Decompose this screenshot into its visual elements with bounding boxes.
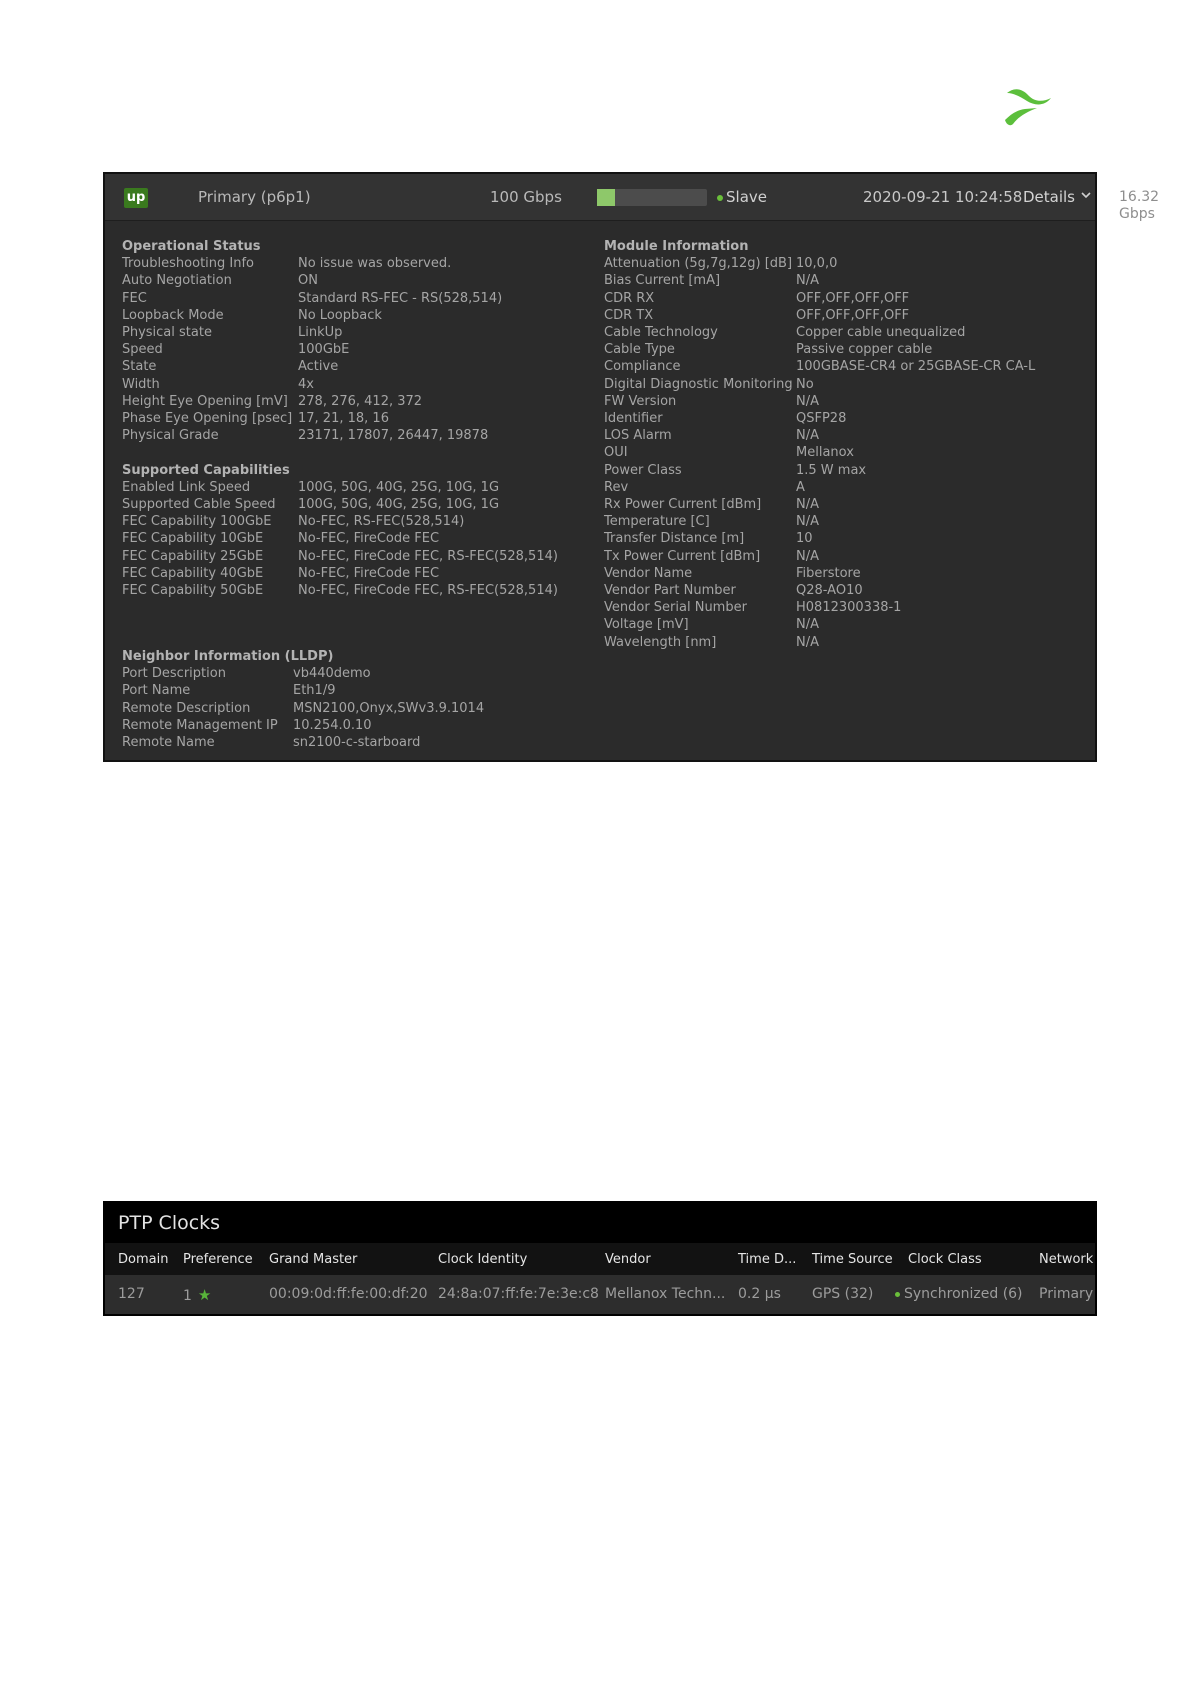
field-value: sn2100-c-starboard bbox=[293, 735, 421, 751]
field-value: 10,0,0 bbox=[796, 256, 838, 272]
kv-row bbox=[604, 255, 1035, 272]
field-label: Physical Grade bbox=[122, 428, 219, 444]
field-label: FEC Capability 100GbE bbox=[122, 514, 272, 530]
field-value: Q28-AO10 bbox=[796, 583, 863, 599]
field-label: Height Eye Opening [mV] bbox=[122, 393, 288, 409]
sync-status-dot bbox=[895, 1292, 900, 1297]
field-label: Identifier bbox=[604, 411, 663, 427]
cell-time-diff: 0.2 µs bbox=[738, 1286, 781, 1302]
kv-row bbox=[122, 410, 558, 427]
field-label: State bbox=[122, 359, 157, 375]
kv-row bbox=[122, 565, 558, 582]
field-label: Transfer Distance [m] bbox=[604, 531, 745, 547]
kv-row bbox=[604, 410, 1035, 427]
kv-row bbox=[604, 393, 1035, 410]
field-value: 100GBASE-CR4 or 25GBASE-CR CA-L bbox=[796, 359, 1036, 375]
field-value: ON bbox=[298, 273, 318, 289]
field-value: N/A bbox=[796, 548, 819, 564]
field-label: Remote Management IP bbox=[122, 717, 278, 733]
column-header-vendor[interactable]: Vendor bbox=[605, 1252, 651, 1267]
field-value: N/A bbox=[796, 497, 819, 513]
details-button[interactable]: Details bbox=[1023, 188, 1076, 206]
table-title: PTP Clocks bbox=[118, 1212, 221, 1234]
field-label: FW Version bbox=[604, 393, 677, 409]
field-value: H0812300338-1 bbox=[796, 600, 902, 616]
chevron-down-icon[interactable] bbox=[1081, 190, 1091, 200]
field-label: Wavelength [nm] bbox=[604, 634, 717, 650]
field-label: Remote Description bbox=[122, 700, 251, 716]
kv-row bbox=[604, 599, 1035, 616]
column-header-grand-master[interactable]: Grand Master bbox=[269, 1252, 358, 1267]
column-header-domain[interactable]: Domain bbox=[118, 1252, 169, 1267]
kv-row bbox=[122, 290, 558, 307]
field-value: No-FEC, FireCode FEC bbox=[298, 565, 440, 581]
role-status-dot bbox=[717, 195, 723, 201]
kv-row bbox=[122, 307, 558, 324]
field-label: Troubleshooting Info bbox=[122, 256, 254, 272]
ptp-role: Slave bbox=[726, 188, 767, 206]
status-badge: up bbox=[124, 188, 148, 208]
interface-speed: 100 Gbps bbox=[490, 188, 562, 206]
field-label: Port Description bbox=[122, 666, 226, 682]
kv-row bbox=[604, 307, 1035, 324]
field-value: 10.254.0.10 bbox=[293, 717, 372, 733]
kv-row bbox=[122, 717, 484, 734]
field-value: 4x bbox=[298, 376, 314, 392]
kv-row bbox=[604, 479, 1035, 496]
field-value: No-FEC, FireCode FEC bbox=[298, 531, 440, 547]
field-value: No bbox=[796, 376, 814, 392]
cell-network: Primary bbox=[1039, 1286, 1094, 1302]
field-label: Tx Power Current [dBm] bbox=[604, 548, 761, 564]
field-label: Attenuation (5g,7g,12g) [dB] bbox=[604, 256, 793, 272]
kv-row bbox=[604, 565, 1035, 582]
kv-row bbox=[604, 427, 1035, 444]
kv-row bbox=[122, 548, 558, 565]
field-value: QSFP28 bbox=[796, 411, 847, 427]
kv-row bbox=[122, 341, 558, 358]
field-label: Physical state bbox=[122, 325, 212, 341]
field-label: Cable Type bbox=[604, 342, 675, 358]
field-label: FEC bbox=[122, 290, 147, 306]
cell-grand-master: 00:09:0d:ff:fe:00:df:20 bbox=[269, 1286, 428, 1302]
interface-panel bbox=[103, 172, 1160, 762]
field-value: N/A bbox=[796, 273, 819, 289]
field-value: vb440demo bbox=[293, 666, 371, 682]
table-row[interactable] bbox=[105, 1275, 1095, 1314]
kv-row bbox=[604, 462, 1035, 479]
kv-row bbox=[122, 358, 558, 375]
kv-row bbox=[122, 665, 484, 682]
kv-row bbox=[122, 496, 558, 513]
field-value: Mellanox bbox=[796, 445, 854, 461]
field-value: N/A bbox=[796, 634, 819, 650]
kv-row bbox=[604, 548, 1035, 565]
field-value: 100GbE bbox=[298, 342, 350, 358]
clock-class-value: Synchronized (6) bbox=[904, 1286, 1023, 1302]
field-value: N/A bbox=[796, 514, 819, 530]
cell-preference bbox=[183, 1286, 211, 1304]
field-label: FEC Capability 10GbE bbox=[122, 531, 264, 547]
field-value: No-FEC, RS-FEC(528,514) bbox=[298, 514, 465, 530]
field-value: No-FEC, FireCode FEC, RS-FEC(528,514) bbox=[298, 548, 558, 564]
company-logo-icon bbox=[1003, 84, 1053, 130]
kv-row bbox=[122, 376, 558, 393]
neighbor-information-section bbox=[122, 648, 484, 751]
column-header-network[interactable]: Network bbox=[1039, 1252, 1094, 1267]
field-value: OFF,OFF,OFF,OFF bbox=[796, 290, 910, 306]
kv-row bbox=[122, 513, 558, 530]
column-header-time-source[interactable]: Time Source bbox=[812, 1252, 893, 1267]
section-title: Supported Capabilities bbox=[122, 462, 290, 478]
field-label: CDR RX bbox=[604, 290, 655, 306]
kv-row bbox=[604, 376, 1035, 393]
cell-clock-class bbox=[895, 1286, 1023, 1302]
kv-row bbox=[122, 324, 558, 341]
field-value: Passive copper cable bbox=[796, 342, 933, 358]
field-label: Compliance bbox=[604, 359, 681, 375]
kv-row bbox=[604, 496, 1035, 513]
field-value: Eth1/9 bbox=[293, 683, 336, 699]
cell-clock-identity: 24:8a:07:ff:fe:7e:3e:c8 bbox=[438, 1286, 599, 1302]
field-label: Vendor Part Number bbox=[604, 583, 736, 599]
preference-value: 1 bbox=[183, 1288, 192, 1304]
field-value: A bbox=[796, 479, 805, 495]
cell-time-source: GPS (32) bbox=[812, 1286, 874, 1302]
column-header-time-diff[interactable]: Time D... bbox=[738, 1252, 797, 1267]
field-label: Port Name bbox=[122, 683, 191, 699]
table-header bbox=[105, 1243, 1095, 1275]
kv-row bbox=[604, 272, 1035, 289]
field-label: Enabled Link Speed bbox=[122, 479, 251, 495]
interface-name: Primary (p6p1) bbox=[198, 188, 311, 206]
field-label: Rx Power Current [dBm] bbox=[604, 497, 762, 513]
field-value: 10 bbox=[796, 531, 813, 547]
field-label: Cable Technology bbox=[604, 325, 718, 341]
field-label: Width bbox=[122, 376, 160, 392]
field-value: Copper cable unequalized bbox=[796, 325, 966, 341]
field-value: 100G, 50G, 40G, 25G, 10G, 1G bbox=[298, 479, 500, 495]
column-header-clock-identity[interactable]: Clock Identity bbox=[438, 1252, 528, 1267]
field-label: Remote Name bbox=[122, 735, 215, 751]
kv-row bbox=[604, 582, 1035, 599]
timestamp: 2020-09-21 10:24:58 bbox=[863, 188, 1023, 206]
cell-domain: 127 bbox=[118, 1286, 145, 1302]
kv-row bbox=[122, 734, 484, 751]
kv-row bbox=[122, 682, 484, 699]
module-information-section bbox=[604, 238, 1035, 651]
kv-row bbox=[122, 479, 558, 496]
field-value: 100G, 50G, 40G, 25G, 10G, 1G bbox=[298, 497, 500, 513]
field-value: 278, 276, 412, 372 bbox=[298, 393, 423, 409]
field-value: No issue was observed. bbox=[298, 256, 452, 272]
field-value: 23171, 17807, 26447, 19878 bbox=[298, 428, 489, 444]
kv-row bbox=[604, 634, 1035, 651]
field-label: Phase Eye Opening [psec] bbox=[122, 411, 293, 427]
field-label: FEC Capability 50GbE bbox=[122, 583, 264, 599]
field-label: Speed bbox=[122, 342, 163, 358]
field-label: Temperature [C] bbox=[604, 514, 710, 530]
kv-row bbox=[604, 616, 1035, 633]
field-label: Loopback Mode bbox=[122, 307, 224, 323]
kv-row bbox=[122, 700, 484, 717]
ptp-clocks-table bbox=[103, 1201, 1097, 1316]
field-value: Active bbox=[298, 359, 339, 375]
kv-row bbox=[122, 272, 558, 289]
column-header-preference[interactable]: Preference bbox=[183, 1252, 253, 1267]
field-value: Fiberstore bbox=[796, 565, 861, 581]
section-title: Module Information bbox=[604, 239, 749, 254]
field-label: Vendor Serial Number bbox=[604, 600, 747, 616]
field-value: MSN2100,Onyx,SWv3.9.1014 bbox=[293, 700, 485, 716]
kv-row bbox=[122, 427, 558, 444]
field-label: Auto Negotiation bbox=[122, 273, 232, 289]
kv-row bbox=[604, 341, 1035, 358]
field-value: LinkUp bbox=[298, 325, 343, 341]
cell-vendor: Mellanox Techn... bbox=[605, 1286, 726, 1302]
field-label: FEC Capability 40GbE bbox=[122, 565, 264, 581]
field-label: Digital Diagnostic Monitoring bbox=[604, 376, 793, 392]
field-value: No-FEC, FireCode FEC, RS-FEC(528,514) bbox=[298, 583, 558, 599]
star-icon[interactable]: ★ bbox=[197, 1286, 212, 1304]
kv-row bbox=[122, 582, 558, 599]
kv-row bbox=[604, 324, 1035, 341]
field-label: CDR TX bbox=[604, 307, 654, 323]
field-value: N/A bbox=[796, 428, 819, 444]
field-label: Power Class bbox=[604, 462, 682, 478]
kv-row bbox=[122, 255, 558, 272]
kv-row bbox=[604, 358, 1035, 375]
field-label: Bias Current [mA] bbox=[604, 273, 721, 289]
field-label: Supported Cable Speed bbox=[122, 497, 276, 513]
field-value: Standard RS-FEC - RS(528,514) bbox=[298, 290, 503, 306]
field-value: 1.5 W max bbox=[796, 462, 867, 478]
interface-header[interactable] bbox=[105, 174, 1160, 222]
section-title: Neighbor Information (LLDP) bbox=[122, 649, 334, 664]
field-value: No Loopback bbox=[298, 307, 382, 323]
field-label: OUI bbox=[604, 445, 628, 461]
field-value: N/A bbox=[796, 617, 819, 633]
field-label: Rev bbox=[604, 479, 629, 495]
field-value: 17, 21, 18, 16 bbox=[298, 411, 389, 427]
column-header-clock-class[interactable]: Clock Class bbox=[908, 1252, 982, 1267]
kv-row bbox=[604, 530, 1035, 547]
kv-row bbox=[604, 513, 1035, 530]
kv-row bbox=[122, 393, 558, 410]
field-label: Voltage [mV] bbox=[604, 617, 689, 633]
kv-row bbox=[604, 290, 1035, 307]
operational-status-section bbox=[122, 238, 558, 599]
field-value: OFF,OFF,OFF,OFF bbox=[796, 307, 910, 323]
field-label: FEC Capability 25GbE bbox=[122, 548, 264, 564]
throughput-rate: 16.32 Gbps bbox=[1119, 189, 1160, 222]
throughput-bar-fill bbox=[597, 189, 615, 206]
field-label: Vendor Name bbox=[604, 565, 693, 581]
field-label: LOS Alarm bbox=[604, 428, 672, 444]
kv-row bbox=[122, 530, 558, 547]
section-title: Operational Status bbox=[122, 239, 261, 254]
kv-row bbox=[604, 444, 1035, 461]
field-value: N/A bbox=[796, 393, 819, 409]
